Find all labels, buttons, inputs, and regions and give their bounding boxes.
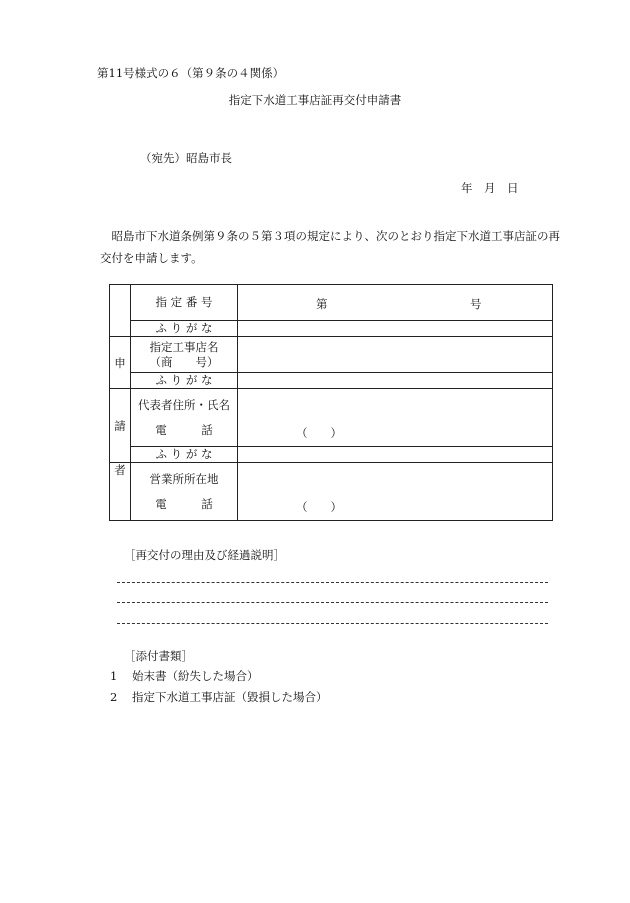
store-name-label [131, 337, 238, 373]
office-label-line2: 電 話 [155, 496, 213, 511]
store-name-label-line2: （商 号） [149, 354, 219, 369]
reason-line[interactable] [117, 623, 548, 624]
attachment-item [110, 692, 328, 704]
row-furigana-1 [110, 321, 553, 337]
furigana-label: ふ り が な [131, 321, 238, 337]
reason-line[interactable] [117, 602, 548, 603]
furigana-field[interactable] [238, 447, 553, 463]
side-label-char: 者 [114, 462, 126, 477]
office-label-line1: 営業所所在地 [149, 471, 219, 486]
representative-field[interactable] [238, 389, 553, 447]
attachment-number: 1 [110, 669, 118, 683]
reason-line[interactable] [117, 582, 548, 583]
side-label-cell [110, 389, 131, 463]
application-table [109, 284, 553, 521]
designation-suffix: 号 [470, 297, 482, 311]
furigana-field[interactable] [238, 373, 553, 389]
office-field[interactable] [238, 463, 553, 521]
representative-label [131, 389, 238, 447]
attachment-number: 2 [110, 690, 118, 704]
side-label-cell [110, 463, 131, 521]
side-label-cell [110, 337, 131, 389]
form-number: 第11号様式の６（第９条の４関係） [97, 66, 285, 80]
office-label [131, 463, 238, 521]
furigana-label: ふ り が な [131, 447, 238, 463]
furigana-field[interactable] [238, 321, 553, 337]
furigana-label: ふ り が な [131, 373, 238, 389]
attachment-item [110, 671, 259, 683]
representative-label-line2: 電 話 [155, 422, 213, 437]
date-line: 年 月 日 [461, 181, 519, 195]
body-text: 昭島市下水道条例第９条の５第３項の規定により、次のとおり指定下水道工事店証の再交付を申請します。 [100, 229, 560, 265]
reason-header: ［再交付の理由及び経過説明］ [124, 548, 285, 562]
attachments-header: ［添付書類］ [124, 649, 193, 663]
store-name-field[interactable] [238, 337, 553, 373]
side-label-char: 請 [114, 418, 126, 433]
designation-number-field[interactable] [238, 285, 553, 321]
attachment-text: 始末書（紛失した場合） [132, 669, 259, 683]
row-furigana-3 [110, 447, 553, 463]
designation-number-label: 指 定 番 号 [131, 285, 238, 321]
store-name-label-line1: 指定工事店名 [149, 339, 219, 354]
phone-area-paren: （ ） [296, 426, 342, 440]
designation-prefix: 第 [316, 297, 328, 311]
side-label-char: 申 [114, 355, 126, 370]
phone-area-paren: （ ） [296, 500, 342, 514]
row-representative [110, 389, 553, 447]
addressee: （宛先）昭島市長 [140, 151, 232, 165]
row-store-name [110, 337, 553, 373]
row-furigana-2 [110, 373, 553, 389]
row-office [110, 463, 553, 521]
row-designation-number [110, 285, 553, 321]
attachment-text: 指定下水道工事店証（毀損した場合） [132, 690, 328, 704]
document-title: 指定下水道工事店証再交付申請書 [228, 93, 402, 107]
side-label-cell [110, 285, 131, 337]
representative-label-line1: 代表者住所・氏名 [138, 397, 230, 412]
